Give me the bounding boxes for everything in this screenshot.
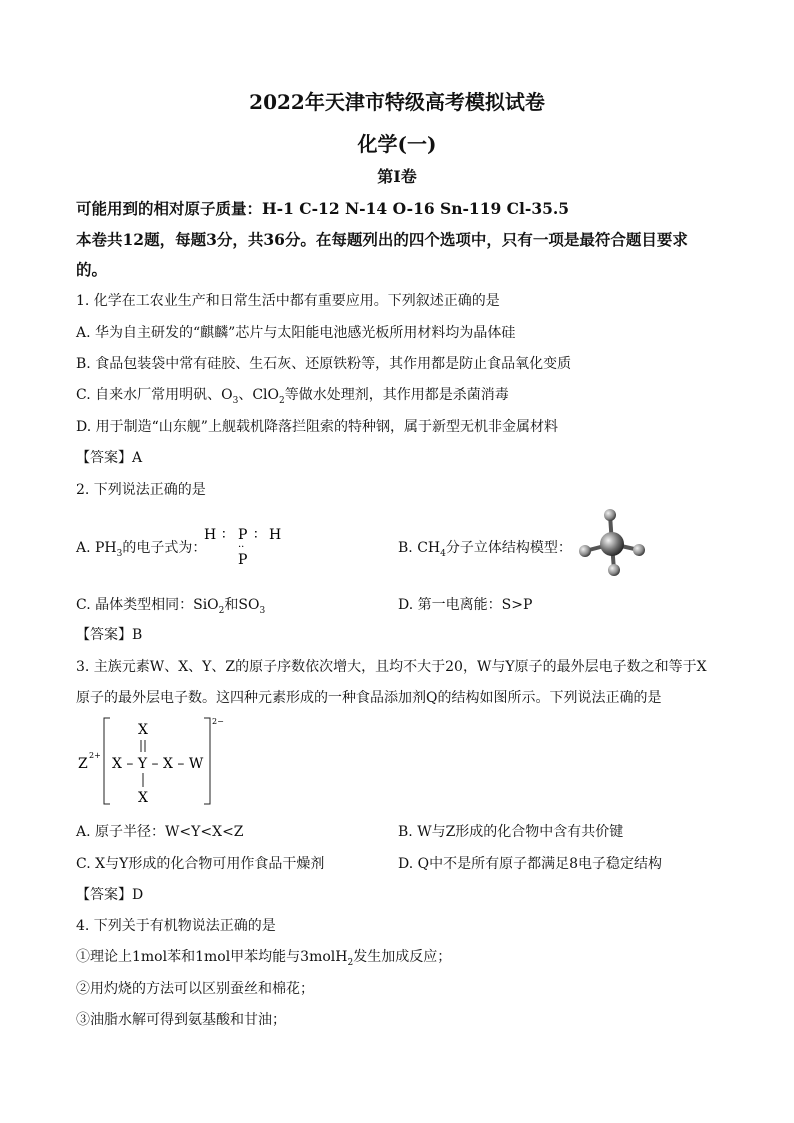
- q2-answer: 【答案】B: [76, 627, 143, 643]
- q1-option-c: C. 自来水厂常用明矾、$O_3$、ClO$_2$等做水处理剂，其作用都是杀菌消毒: [76, 387, 509, 406]
- svg-text:··: ··: [238, 542, 245, 553]
- ph3-lewis-structure: [200, 520, 290, 570]
- instruction-line-1: 本卷共12题，每题3分，共36分。在每题列出的四个选项中，只有一项是最符合题目要求: [76, 230, 688, 249]
- svg-text:2+: 2+: [89, 751, 101, 760]
- q3-option-d: D. Q中不是所有原子都满足8电子稳定结构: [398, 856, 663, 872]
- q3-answer: 【答案】D: [76, 887, 144, 903]
- q3-structure-diagram: [76, 712, 246, 812]
- svg-text:∶: ∶: [254, 527, 258, 543]
- carbon-atom: [600, 532, 624, 556]
- svg-text:Z: Z: [78, 756, 88, 772]
- q3-stem-line-2: 原子的最外层电子数。这四种元素形成的一种食品添加剂Q的结构如图所示。下列说法正确的是: [76, 690, 662, 706]
- q2-option-d: D. 第一电离能：S>P: [398, 597, 533, 613]
- q1-answer: 【答案】A: [76, 450, 143, 466]
- q2-option-c: C. 晶体类型相同：SiO$_2$和$SO_3$: [76, 597, 266, 616]
- q3-option-a: A. 原子半径：W<Y<X<Z: [76, 824, 244, 840]
- hydrogen-atom: [579, 545, 591, 557]
- exam-subtitle: 化学(一): [357, 132, 437, 156]
- svg-text:X: X: [138, 722, 148, 738]
- q3-option-c: C. X与Y形成的化合物可用作食品干燥剂: [76, 856, 325, 872]
- svg-text:∶: ∶: [222, 527, 226, 543]
- q4-item-1: ①理论上1mol苯和1mol甲苯均能与3molH$_2$发生加成反应；: [76, 949, 452, 968]
- q4-item-3: ③油脂水解可得到氨基酸和甘油；: [76, 1012, 286, 1028]
- svg-text:P: P: [238, 552, 248, 568]
- svg-text:P: P: [238, 527, 248, 543]
- atomic-masses: 可能用到的相对原子质量：H-1 C-12 N-14 O-16 Sn-119 Cl-35.5: [76, 199, 570, 218]
- q3-stem-line-1: 3. 主族元素W、X、Y、Z的原子序数依次增大，且均不大于20，W与Y原子的最外层电子数之和等于X: [76, 659, 707, 675]
- svg-text:2−: 2−: [212, 717, 224, 726]
- q4-stem: 4. 下列关于有机物说法正确的是: [76, 918, 276, 934]
- hydrogen-atom: [608, 564, 620, 576]
- volume-label: 第I卷: [377, 167, 417, 186]
- q1-stem: 1. 化学在工农业生产和日常生活中都有重要应用。下列叙述正确的是: [76, 293, 500, 309]
- svg-text:X: X: [138, 790, 148, 806]
- hydrogen-atom: [633, 544, 645, 556]
- q1-option-d: D. 用于制造“山东舰”上舰载机降落拦阻索的特种钢，属于新型无机非金属材料: [76, 419, 558, 435]
- q4-item-2: ②用灼烧的方法可以区别蚕丝和棉花；: [76, 981, 314, 997]
- hydrogen-atom: [604, 509, 616, 521]
- exam-title: 2022年天津市特级高考模拟试卷: [249, 90, 545, 114]
- instruction-line-2: 的。: [76, 260, 108, 279]
- q1-option-a: A. 华为自主研发的“麒麟”芯片与太阳能电池感光板所用材料均为晶体硅: [76, 325, 516, 341]
- svg-text:X – Y – X – W: X – Y – X – W: [112, 756, 204, 772]
- q3-option-b: B. W与Z形成的化合物中含有共价键: [398, 824, 624, 840]
- q2-stem: 2. 下列说法正确的是: [76, 482, 206, 498]
- svg-text:H: H: [269, 527, 282, 543]
- ch4-ball-stick-model: [572, 504, 652, 580]
- q2-option-a: A. $PH_3$的电子式为：: [76, 540, 207, 559]
- q2-option-b: B. $CH_4$分子立体结构模型：: [398, 540, 572, 559]
- q1-option-b: B. 食品包装袋中常有硅胶、生石灰、还原铁粉等，其作用都是防止食品氧化变质: [76, 356, 572, 372]
- svg-text:H: H: [204, 527, 217, 543]
